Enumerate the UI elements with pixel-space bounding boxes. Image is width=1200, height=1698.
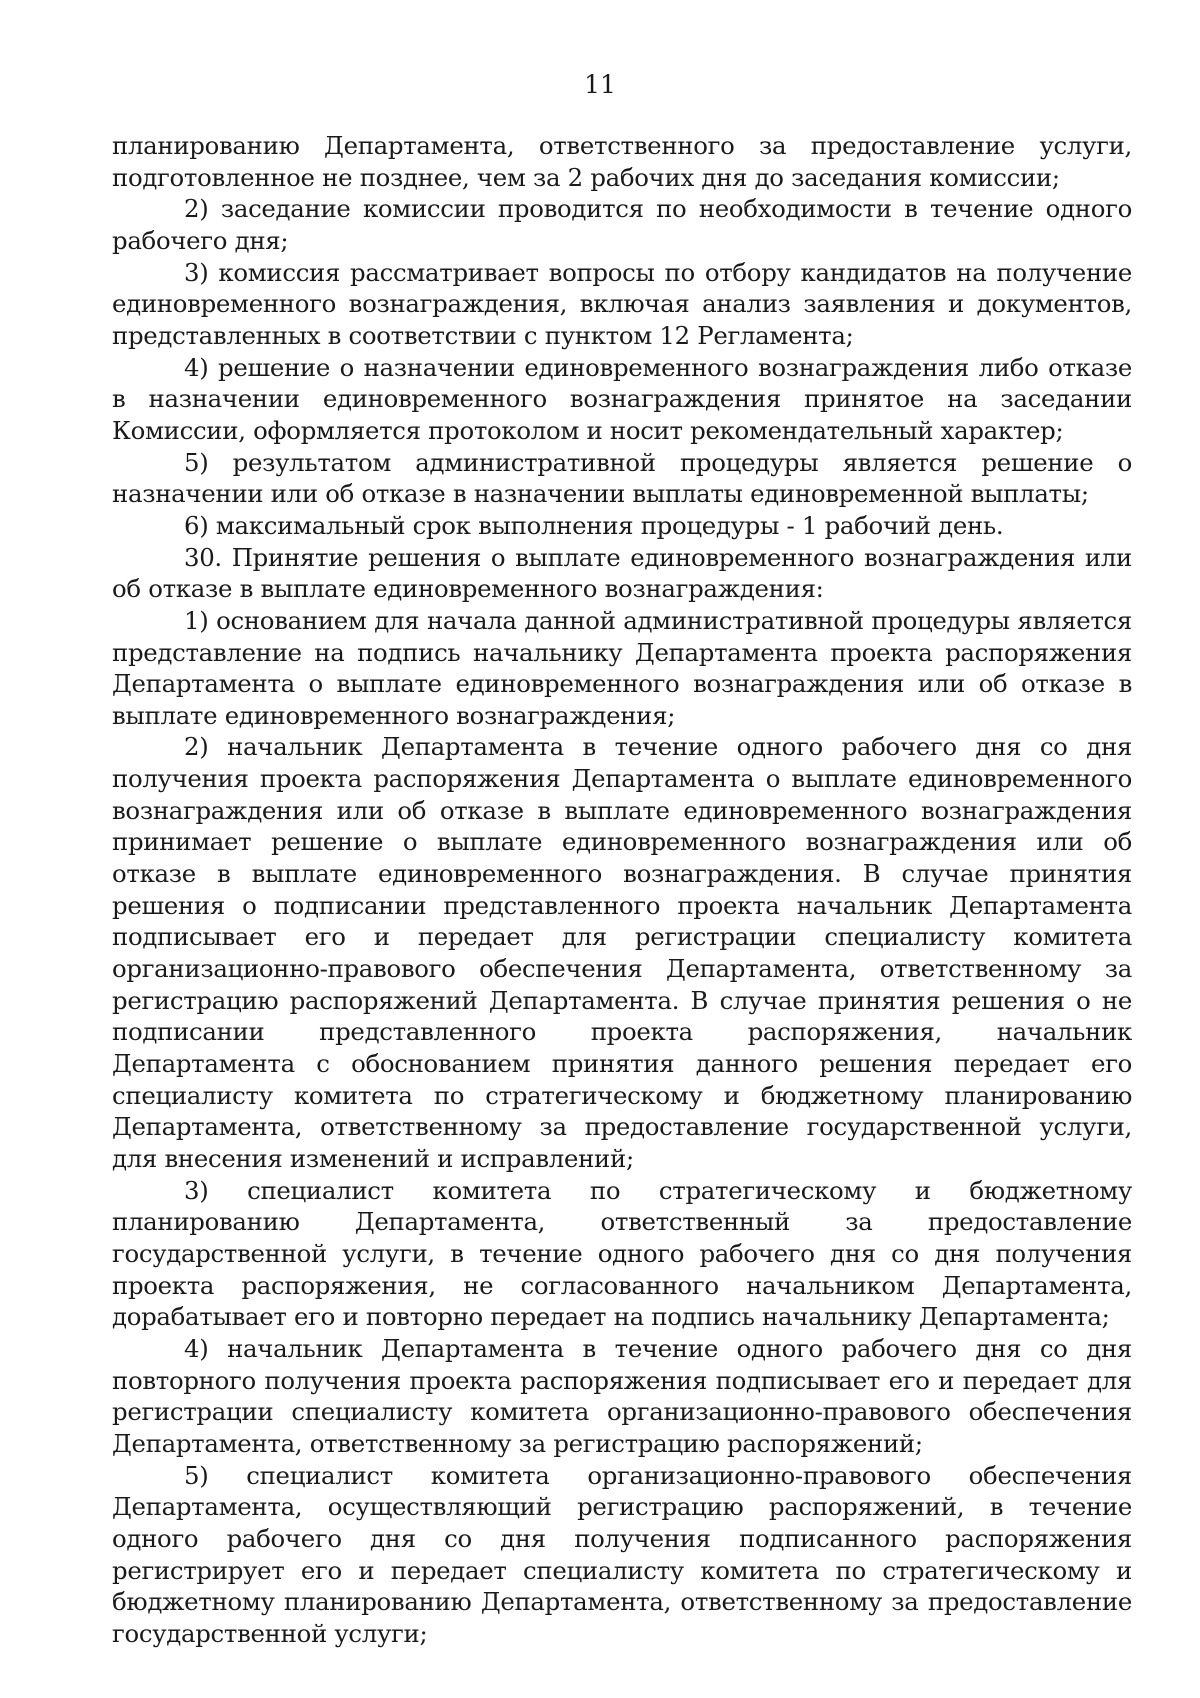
paragraph-30-item-1: 1) основанием для начала данной административной процедуры является представление на подпись начальнику Департамента проекта распоряжения Департамента о выплате единовременного вознаграждения или об отказе в выплате единовременного вознаграждения; (112, 605, 1132, 730)
paragraph-item-2: 2) заседание комиссии проводится по необходимости в течение одного рабочего дня; (112, 194, 1132, 255)
paragraph-item-6: 6) максимальный срок выполнения процедуры - 1 рабочий день. (184, 510, 1004, 540)
paragraph-30-item-3: 3) специалист комитета по стратегическому и бюджетному планированию Департамента, ответственный за предоставление государственной услуги, в течение одного рабочего дня со дня получения проекта распоряжения, не согласованного начальником Департамента, дорабатывает его и повторно передает на подпись начальнику Департамента; (112, 1175, 1132, 1332)
paragraph-30-item-5: 5) специалист комитета организационно-правового обеспечения Департамента, осуществляющий регистрацию распоряжений, в течение одного рабочего дня со дня получения подписанного распоряжения регистрирует его и передает специалисту комитета по стратегическому и бюджетному планированию Департамента, ответственному за предоставление государственной услуги; (112, 1460, 1132, 1648)
paragraph-section-30: 30. Принятие решения о выплате единовременного вознаграждения или об отказе в выплате единовременного вознаграждения: (112, 542, 1132, 604)
page-number: 11 (584, 70, 616, 99)
paragraph-item-4: 4) решение о назначении единовременного вознаграждения либо отказе в назначении единовременного вознаграждения принятое на заседании Комиссии, оформляется протоколом и носит рекомендательный характер; (112, 352, 1132, 445)
paragraph-item-3: 3) комиссия рассматривает вопросы по отбору кандидатов на получение единовременного вознаграждения, включая анализ заявления и документов, представленных в соответствии с пунктом 12 Регламента; (112, 257, 1132, 350)
document-body (112, 130, 1132, 1650)
paragraph-30-item-4: 4) начальник Департамента в течение одного рабочего дня со дня повторного получения проекта распоряжения подписывает его и передает для регистрации специалисту комитета организационно-правового обеспечения Департамента, ответственному за регистрацию распоряжений; (112, 1333, 1132, 1458)
paragraph-30-item-2: 2) начальник Департамента в течение одного рабочего дня со дня получения проекта распоряжения Департамента о выплате единовременного вознаграждения или об отказе в выплате единовременного вознаграждения принимает решение о выплате единовременного вознаграждения или об отказе в выплате единовременного вознаграждения. В случае принятия решения о подписании представленного проекта начальник Департамента подписывает его и передает для регистрации специалисту комитета организационно-правового обеспечения Департамента, ответственному за регистрацию распоряжений Департамента. В случае принятия решения о не подписании представленного проекта распоряжения, начальник Департамента с обоснованием принятия данного решения передает его специалисту комитета по стратегическому и бюджетному планированию Департамента, ответственному за предоставление государственной услуги, для внесения изменений и исправлений; (112, 732, 1132, 1173)
paragraph-item-5: 5) результатом административной процедуры является решение о назначении или об отказе в назначении выплаты единовременной выплаты; (112, 447, 1132, 509)
paragraph-continuation: планированию Департамента, ответственного за предоставление услуги, подготовленное не позднее, чем за 2 рабочих дня до заседания комиссии; (112, 131, 1132, 192)
